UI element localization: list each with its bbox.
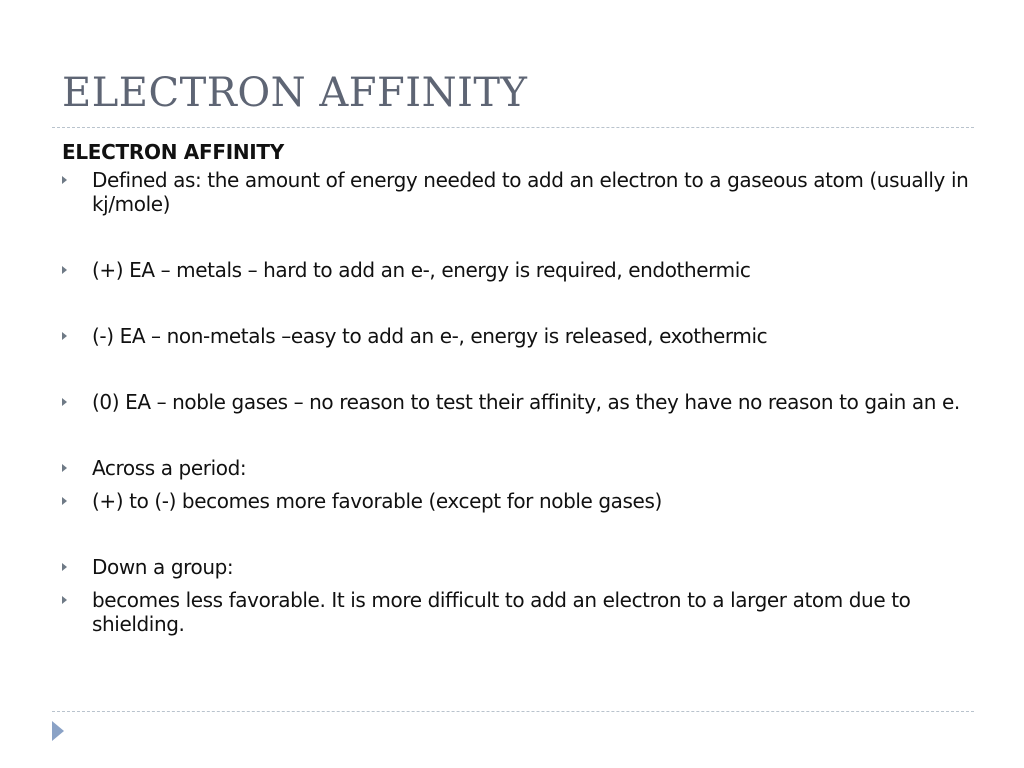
bullet-text: Down a group: [92,555,234,579]
bullet-text: (+) EA – metals – hard to add an e-, energy is required, endothermic [92,258,751,282]
bullet-item [62,456,972,480]
triangle-right-icon [62,266,67,274]
bullet-item [62,258,972,282]
title-divider [52,127,974,128]
slide-content [62,138,972,636]
triangle-right-icon [62,464,67,472]
triangle-right-icon [62,176,67,184]
bullet-text: becomes less favorable. It is more difficult to add an electron to a larger atom due to shielding. [92,588,911,636]
triangle-right-icon [62,398,67,406]
bullet-item [62,324,972,348]
triangle-right-icon [62,332,67,340]
footer-divider [52,711,974,712]
triangle-right-icon [62,563,67,571]
bullet-item [62,555,972,579]
triangle-right-icon [62,497,67,505]
triangle-right-icon [62,596,67,604]
bullet-list [62,168,972,636]
bullet-text: (-) EA – non-metals –easy to add an e-, energy is released, exothermic [92,324,768,348]
slide-title: ELECTRON AFFINITY [62,70,528,116]
bullet-text: (+) to (-) becomes more favorable (except for noble gases) [92,489,662,513]
bullet-item [62,390,972,414]
bullet-item [62,588,972,636]
bullet-item [62,168,972,216]
play-triangle-icon[interactable] [52,721,64,741]
bullet-text: Defined as: the amount of energy needed to add an electron to a gaseous atom (usually in kj/mole) [92,168,969,216]
section-heading: ELECTRON AFFINITY [62,140,284,164]
bullet-text: Across a period: [92,456,247,480]
bullet-item [62,489,972,513]
bullet-text: (0) EA – noble gases – no reason to test their affinity, as they have no reason to gain an e. [92,390,960,414]
